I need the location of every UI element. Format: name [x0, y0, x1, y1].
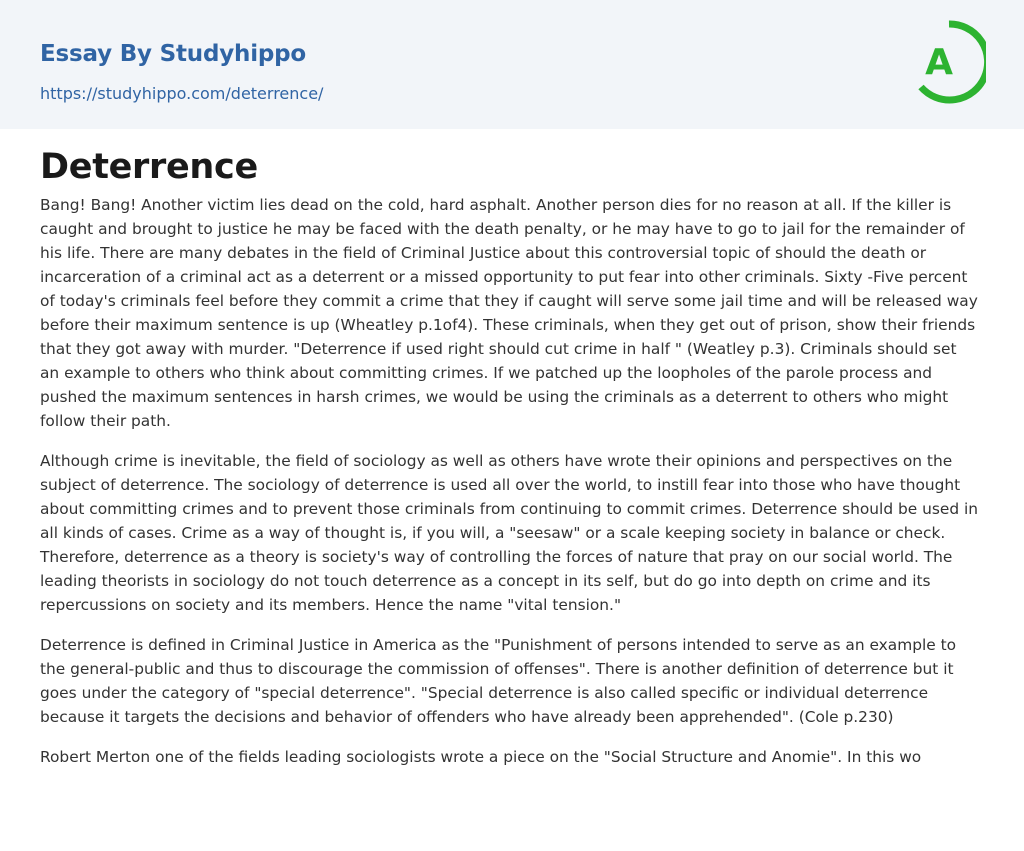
- brand-title[interactable]: Essay By Studyhippo: [40, 41, 307, 67]
- essay-paragraph: Bang! Bang! Another victim lies dead on the cold, hard asphalt. Another person dies for no reason at all. If the killer is caught and brought to justice he may be faced with the death penalty, or he may have to go to jail for the remainder of his life. There are many debates in the field of Criminal Justice about this controversial topic of should the death or incarceration of a criminal act as a deterrent or a missed opportunity to put fear into other criminals. Sixty -Five percent of today's criminals feel before they commit a crime that they if caught will serve some jail time and will be released way before their maximum sentence is up (Wheatley p.1of4). These criminals, when they get out of prison, show their friends that they got away with murder. "Deterrence if used right should cut crime in half " (Weatley p.3). Criminals should set an example to others who think about committing crimes. If we patched up the loopholes of the parole process and pushed the maximum sentences in harsh crimes, we would be using the criminals as a deterrent to others who might follow their path.: [40, 196, 978, 430]
- essay-url-link[interactable]: https://studyhippo.com/deterrence/: [40, 84, 324, 103]
- essay-paragraph-truncated: Robert Merton one of the fields leading sociologists wrote a piece on the "Social Structure and Anomie". In this wo: [40, 748, 922, 766]
- site-header: [0, 0, 1024, 129]
- essay-body: [40, 193, 980, 769]
- essay-content: [40, 144, 980, 785]
- studyhippo-logo-icon[interactable]: [912, 19, 986, 105]
- essay-paragraph: Deterrence is defined in Criminal Justice in America as the "Punishment of persons intended to serve as an example to the general-public and thus to discourage the commission of offenses". There is another definition of deterrence but it goes under the category of "special deterrence". "Special deterrence is also called specific or individual deterrence because it targets the decisions and behavior of offenders who have already been apprehended". (Cole p.230): [40, 636, 957, 726]
- page-title: Deterrence: [40, 147, 258, 187]
- essay-paragraph: Although crime is inevitable, the field of sociology as well as others have wrote their opinions and perspectives on the subject of deterrence. The sociology of deterrence is used all over the world, to instill fear into those who have thought about committing crimes and to prevent those criminals from continuing to commit crimes. Deterrence should be used in all kinds of cases. Crime as a way of thought is, if you will, a "seesaw" or a scale keeping society in balance or check. Therefore, deterrence as a theory is society's way of controlling the forces of nature that pray on our social world. The leading theorists in sociology do not touch deterrence as a concept in its self, but do go into depth on crime and its repercussions on society and its members. Hence the name "vital tension.": [40, 452, 979, 614]
- logo-letter: A: [925, 42, 953, 83]
